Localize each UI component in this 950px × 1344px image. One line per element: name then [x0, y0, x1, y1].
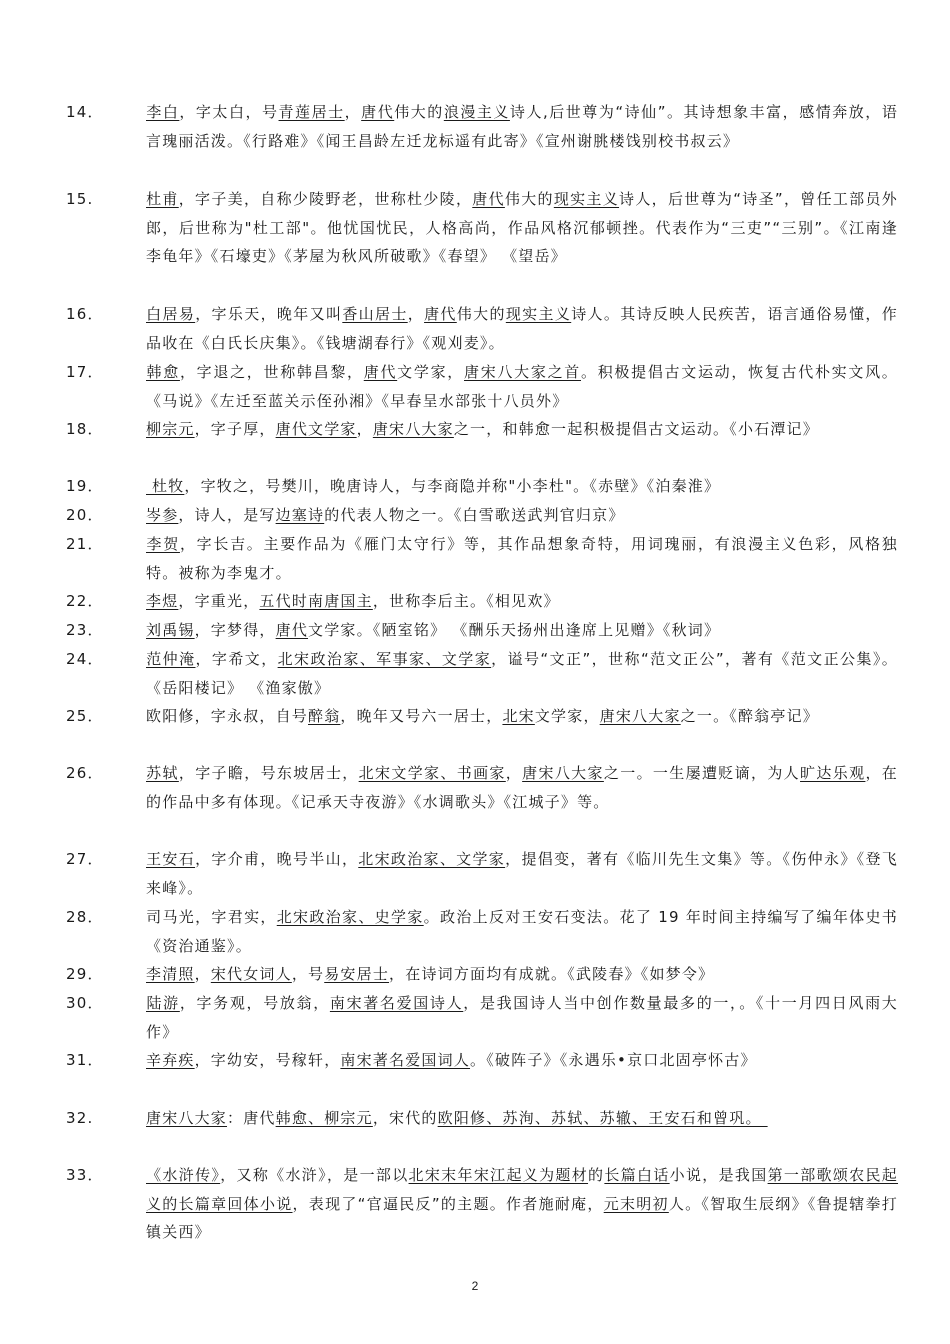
entry-text: ，号 [291, 965, 325, 983]
entry-number: 24． [66, 650, 104, 668]
underlined-text: 南宋著名爱国词人 [340, 1051, 471, 1069]
underlined-text: 李煜 [146, 592, 179, 610]
underlined-text: 长篇白话 [604, 1166, 670, 1184]
list-item [66, 98, 899, 155]
entry-number: 23． [66, 621, 104, 639]
entry-number: 21． [66, 535, 104, 553]
entry-text: ，字子瞻，号东坡居士， [178, 764, 359, 782]
entry-text: 之一。一生屡遭贬谪，为人 [603, 764, 801, 782]
list-item [66, 1161, 899, 1247]
underlined-text: 易安居士 [324, 965, 390, 983]
entry-text: ， [194, 965, 211, 983]
entry-text: ，又称《水浒》，是一部以 [220, 1166, 409, 1184]
underlined-text: 唐宋八大家 [599, 707, 681, 725]
underlined-text: 李清照 [146, 965, 195, 983]
entry-number: 33． [66, 1166, 104, 1184]
entry-text: ，字牧之，号樊川，晚唐诗人，与李商隐并称"小李杜"。《赤壁》《泊秦淮》 [184, 477, 721, 495]
entry-text: 司马光 [146, 908, 196, 926]
entry-text: 伟大的 [456, 305, 506, 323]
entry-number: 18． [66, 420, 104, 438]
underlined-text: 醉翁 [308, 707, 341, 725]
underlined-text: 李贺 [146, 535, 180, 553]
underlined-text: 《水浒传》 [146, 1166, 221, 1184]
list-item [66, 358, 898, 415]
entry-text: ， [344, 103, 362, 121]
underlined-text: 韩愈、柳宗元 [275, 1109, 373, 1127]
entry-text: 诗人。其诗反映人民疾苦，语言通俗易懂，作品收在《白氏长庆集》。《钱塘湖春行》《观刈麦》。 [146, 305, 898, 352]
entry-text: 。《破阵子》《永遇乐•京口北固亭怀古》 [470, 1051, 757, 1069]
entry-number: 26． [66, 764, 104, 782]
underlined-text: 唐宋八大家 [146, 1109, 228, 1127]
entry-number: 14． [66, 103, 104, 121]
list-item [66, 472, 898, 501]
underlined-text: 唐代 [361, 103, 395, 121]
entry-number: 22． [66, 592, 104, 610]
entry-number: 19． [66, 477, 104, 495]
entry-number: 30． [66, 994, 104, 1012]
entry-text: ，字乐天，晚年又叫 [195, 305, 343, 323]
entry-text: 伟大的 [504, 190, 554, 208]
entry-number: 20． [66, 506, 104, 524]
underlined-text: 韩愈 [146, 363, 180, 381]
entry-text: ，字子美，自称少陵野老，世称杜少陵， [178, 190, 473, 208]
entry-text: ，世称李后主。《相见欢》 [372, 592, 560, 610]
entry-text: ，字永叔，自号 [194, 707, 309, 725]
list-item [66, 645, 898, 702]
underlined-text: 南宋著名爱国诗人 [329, 994, 464, 1012]
underlined-text: 现实主义 [553, 190, 620, 208]
entry-number: 28． [66, 908, 104, 926]
entry-text: 。积极提倡古文运动，恢复古代朴实文风。《马说》《左迁至蓝关示侄孙湘》《早春呈水部张十八员外》 [146, 363, 898, 410]
list-item [66, 1046, 898, 1075]
underlined-text: 第一部歌颂农民起义的长篇章回体小说 [146, 1166, 899, 1213]
entry-text: 之一，和韩愈一起积极提倡古文运动。《小石潭记》 [453, 420, 819, 438]
list-item [66, 530, 898, 587]
underlined-text: 北宋文学家、书画家 [358, 764, 506, 782]
underlined-text: 李白 [146, 103, 180, 121]
entry-number: 15. [66, 190, 94, 208]
entry-text: ，字务观，号放翁， [179, 994, 330, 1012]
underlined-text: 唐宋八大家 [372, 420, 454, 438]
entry-text: ， [356, 420, 373, 438]
underlined-text: 浪漫主义 [443, 103, 510, 121]
list-item [66, 702, 898, 731]
list-item [66, 415, 898, 444]
entry-text: ：唐代 [227, 1109, 276, 1127]
page-number: 2 [471, 1279, 479, 1293]
list-item [66, 989, 898, 1046]
underlined-text: 宋代女词人 [210, 965, 292, 983]
entry-number: 31． [66, 1051, 104, 1069]
entry-text: 诗人，后世尊为“诗圣”，曾任工部员外郎，后世称为"杜工部"。他忧国忧民，人格高尚，作品风格沉郁顿挫。代表作为“三吏”“三别”。《江南逢李龟年》《石壕吏》《茅屋为秋风所破歌》《春望》 《望岳》 [146, 190, 898, 265]
underlined-text: 陆游 [146, 994, 180, 1012]
entry-text: 文学家， [397, 363, 465, 381]
underlined-text: 辛弃疾 [146, 1051, 195, 1069]
underlined-text: 杜牧 [146, 477, 185, 495]
entry-text: ，字子厚， [194, 420, 276, 438]
entry-text: ，字幼安，号稼轩， [194, 1051, 341, 1069]
entry-text: ，晚年又号六一居士， [340, 707, 503, 725]
entry-text: ，字君实， [195, 908, 277, 926]
entry-number: 25． [66, 707, 104, 725]
entry-text: ，谥号“文正”，世称“范文正公”，著有《范文正公集》。《岳阳楼记》 《渔家傲》 [146, 650, 898, 697]
underlined-text: 北宋政治家、史学家 [276, 908, 424, 926]
underlined-text: 唐代文学家 [275, 420, 357, 438]
entry-text: ， [407, 305, 425, 323]
underlined-text: 刘禹锡 [146, 621, 195, 639]
underlined-text: 北宋末年宋江起义为题材 [408, 1166, 589, 1184]
underlined-text: 五代时南唐国主 [259, 592, 373, 610]
entry-text: ，字希文， [195, 650, 278, 668]
entry-text: 之一。《醉翁亭记》 [680, 707, 819, 725]
entry-text: 诗人,后世尊为“诗仙”。其诗想象丰富，感情奔放，语言瑰丽活泼。《行路难》《闻王昌龄左迁龙标遥有此寄》《宣州谢朓楼饯别校书叔云》 [146, 103, 899, 150]
entry-text: ，字梦得， [194, 621, 276, 639]
entry-text: 文学家， [534, 707, 600, 725]
entry-text: ，字重光， [178, 592, 260, 610]
underlined-text: 范仲淹 [146, 650, 196, 668]
entry-text: ，字长吉。主要作品为《雁门太守行》等，其作品想象奇特，用词瑰丽，有浪漫主义色彩，风格独特。被称为李鬼才。 [146, 535, 898, 582]
list-item [66, 1104, 898, 1133]
entry-number: 16． [66, 305, 104, 323]
underlined-text: 唐宋八大家之首 [464, 363, 581, 381]
entry-text: ，字介甫，晚号半山， [195, 850, 359, 868]
entry-text: 欧阳修 [146, 707, 195, 725]
entry-text: 人。《智取生辰纲》《鲁提辖拳打镇关西》 [146, 1194, 898, 1241]
entry-number: 17． [66, 363, 104, 381]
entry-text: 伟大的 [394, 103, 444, 121]
list-item [66, 960, 898, 989]
entry-text: ， [505, 764, 523, 782]
underlined-text: 杜甫 [146, 190, 179, 208]
underlined-text: 现实主义 [505, 305, 572, 323]
underlined-text: 北宋政治家、文学家 [358, 850, 506, 868]
entry-number: 29． [66, 965, 104, 983]
entry-text: ，字退之，世称韩昌黎， [179, 363, 364, 381]
underlined-text: 唐代 [472, 190, 505, 208]
underlined-text: 边塞诗 [275, 506, 325, 524]
underlined-text: 苏轼 [146, 764, 179, 782]
list-item [66, 903, 898, 960]
entry-text: 的代表人物之一。《白雪歌送武判官归京》 [324, 506, 625, 524]
underlined-text: 唐代 [363, 363, 398, 381]
entry-text: ，在的作品中多有体现。《记承天寺夜游》《水调歌头》《江城子》等。 [146, 764, 898, 811]
entry-number: 32. [66, 1109, 94, 1127]
underlined-text: 欧阳修、苏洵、苏轼、苏辙、王安石和曾巩。 [437, 1109, 768, 1127]
underlined-text: 唐代 [424, 305, 457, 323]
list-item [66, 501, 898, 530]
entry-text: 小说，是我国 [669, 1166, 768, 1184]
list-item [66, 587, 898, 616]
entry-text: ，在诗词方面均有成就。《武陵春》《如梦令》 [389, 965, 715, 983]
entry-text: ，表现了“官逼民反”的主题。作者施耐庵， [292, 1194, 604, 1213]
entry-number: 27． [66, 850, 104, 868]
underlined-text: 元末明初 [603, 1194, 669, 1213]
entry-text: 文学家。《陋室铭》 《酬乐天扬州出逢席上见赠》《秋词》 [308, 621, 721, 639]
list-item [66, 300, 898, 357]
entry-text: ，诗人，是写 [178, 506, 276, 524]
underlined-text: 旷达乐观 [800, 764, 866, 782]
list-item [66, 616, 898, 645]
underlined-text: 唐宋八大家 [522, 764, 604, 782]
underlined-text: 白居易 [146, 305, 196, 323]
underlined-text: 北宋政治家、军事家、文学家 [277, 650, 492, 668]
entry-text: ，提倡变，著有《临川先生文集》等。《伤仲永》《登飞来峰》。 [146, 850, 898, 897]
entry-text: ，宋代的 [372, 1109, 438, 1127]
underlined-text: 王安石 [146, 850, 196, 868]
list-item [66, 759, 898, 816]
underlined-text: 青莲居士 [278, 103, 345, 121]
entry-text: 的 [588, 1166, 605, 1184]
underlined-text: 岑参 [146, 506, 179, 524]
underlined-text: 香山居士 [342, 305, 408, 323]
underlined-text: 唐代 [275, 621, 309, 639]
entry-text: ，是我国诗人当中创作数量最多的一，。《十一月四日风雨大作》 [146, 994, 898, 1041]
underlined-text: 北宋 [502, 707, 535, 725]
entry-text: 。政治上反对王安石变法。花了 19 年时间主持编写了编年体史书《资治通鉴》。 [146, 908, 898, 955]
list-item [66, 185, 898, 271]
entry-text: ，字太白，号 [179, 103, 279, 121]
list-item [66, 845, 898, 902]
underlined-text: 柳宗元 [146, 420, 195, 438]
